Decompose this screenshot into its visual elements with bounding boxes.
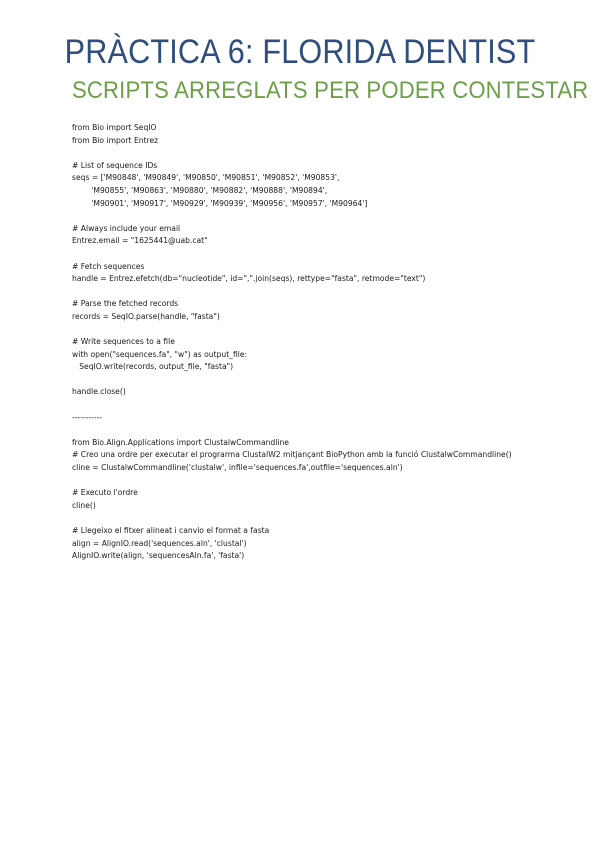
code-line: from Bio import SeqIO bbox=[72, 123, 157, 132]
code-line: with open("sequences.fa", "w") as output_file: bbox=[72, 349, 248, 359]
code-line: from Bio import Entrez bbox=[72, 135, 159, 145]
code-line: AlignIO.write(align, 'sequencesAln.fa', 'fasta') bbox=[72, 551, 245, 561]
code-block bbox=[72, 122, 552, 563]
code-line: records = SeqIO.parse(handle, "fasta") bbox=[72, 311, 220, 321]
blank-line bbox=[72, 374, 552, 387]
blank-line bbox=[72, 324, 552, 337]
page-title: PRÀCTICA 6: FLORIDA DENTIST bbox=[64, 33, 536, 71]
code-line: cline = ClustalwCommandline('clustalw', infile='sequences.fa',outfile='sequences.aln') bbox=[72, 463, 403, 473]
code-line: # Parse the fetched records bbox=[72, 299, 179, 309]
blank-line bbox=[72, 475, 552, 488]
code-line: seqs = ['M90848', 'M90849', 'M90850', 'M90851', 'M90852', 'M90853', bbox=[72, 173, 340, 183]
page-subtitle: SCRIPTS ARREGLATS PER PODER CONTESTAR bbox=[72, 77, 589, 104]
code-line: Entrez.email = "1625441@uab.cat" bbox=[72, 236, 208, 246]
code-line: # Creo una ordre per executar el prograrma ClustalW2 mitjançant BioPython amb la funció ClustalwCommandline() bbox=[72, 450, 512, 460]
code-line: # Llegeixo el fitxer alineat i canvio el format a fasta bbox=[72, 526, 270, 535]
blank-line bbox=[72, 210, 552, 223]
code-line: # Fetch sequences bbox=[72, 261, 145, 271]
code-line: 'M90901', 'M90917', 'M90929', 'M90939', 'M90956', 'M90957', 'M90964'] bbox=[72, 198, 368, 208]
blank-line bbox=[72, 424, 552, 437]
blank-line bbox=[72, 147, 552, 160]
code-line: handle.close() bbox=[72, 387, 126, 397]
code-line: handle = Entrez.efetch(db="nucleotide", id=",".join(seqs), rettype="fasta", retmode="text") bbox=[72, 274, 426, 284]
code-line: # List of sequence IDs bbox=[72, 160, 158, 170]
code-line: # Always include your email bbox=[72, 223, 181, 233]
code-line: cline() bbox=[72, 500, 96, 510]
code-line: # Write sequences to a file bbox=[72, 337, 175, 347]
code-line: # Executo l'ordre bbox=[72, 488, 138, 498]
code-line: ----------- bbox=[72, 412, 103, 422]
blank-line bbox=[72, 512, 552, 525]
code-line: align = AlignIO.read('sequences.aln', 'clustal') bbox=[72, 538, 247, 548]
code-line: 'M90855', 'M90863', 'M90880', 'M90882', 'M90888', 'M90894', bbox=[72, 185, 328, 195]
blank-line bbox=[72, 399, 552, 412]
code-line: from Bio.Align.Applications import ClustalwCommandline bbox=[72, 437, 289, 447]
blank-line bbox=[72, 286, 552, 299]
code-line: SeqIO.write(records, output_file, "fasta") bbox=[72, 362, 234, 372]
blank-line bbox=[72, 248, 552, 261]
